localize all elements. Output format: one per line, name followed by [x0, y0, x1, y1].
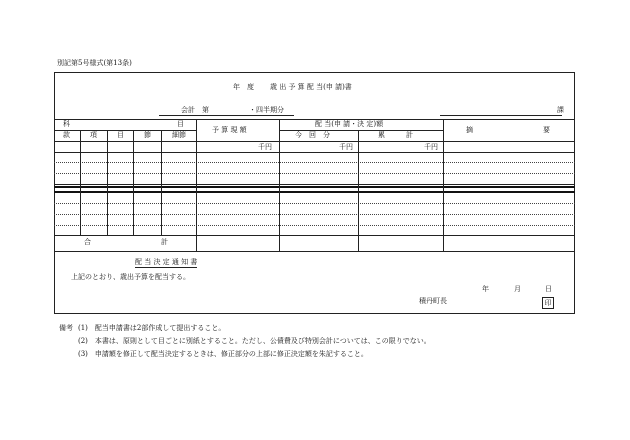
- header-kamoku-ka: 科: [63, 120, 70, 128]
- col-line: [133, 130, 134, 235]
- header-haito: 配 当(申 請・決 定)額: [315, 120, 384, 128]
- notice-date-year: 年: [482, 285, 489, 293]
- total-top-line: [54, 235, 575, 236]
- header-kan: 款: [63, 131, 70, 139]
- notes-label: 備考: [59, 324, 73, 332]
- note-item: (3) 申請額を修正して配当決定するときは、修正部分の上部に修正決定額を朱記すること。: [78, 350, 368, 358]
- header-rui: 累 計: [378, 131, 413, 139]
- form-title: 歳 出 予 算 配 当(申 請)書: [270, 83, 352, 91]
- title-year: 年 度: [233, 83, 254, 91]
- col-line: [358, 130, 359, 251]
- unit-kon: 千円: [339, 143, 353, 151]
- header-kamoku-moku: 目: [177, 120, 184, 128]
- header-moku: 目: [117, 131, 124, 139]
- notice-body: 上記のとおり、歳出予算を配当する。: [71, 273, 190, 281]
- header-budget: 予 算 現 額: [212, 126, 247, 134]
- seal-stamp: 印: [542, 297, 554, 309]
- account-suffix: ・四半期分: [249, 106, 284, 114]
- account-underline: [159, 115, 294, 116]
- col-line: [443, 119, 444, 251]
- total-label-right: 計: [161, 238, 168, 246]
- total-label-left: 合: [84, 238, 91, 246]
- notice-title: 配 当 決 定 通 知 書: [135, 258, 198, 266]
- note-item: (2) 本書は、原則として目ごとに別紙とすること。ただし、公債費及び特別会計については、この限りでない。: [78, 337, 431, 345]
- total-bottom-line: [54, 251, 575, 252]
- col-line: [80, 130, 81, 235]
- col-line: [161, 130, 162, 235]
- header-tekiyou-1: 摘: [466, 126, 473, 134]
- notice-date-day: 日: [545, 285, 552, 293]
- unit-rui: 千円: [424, 143, 438, 151]
- col-line: [196, 119, 197, 251]
- unit-budget: 千円: [258, 143, 272, 151]
- notice-date-month: 月: [514, 285, 521, 293]
- header-tekiyou-2: 要: [543, 126, 550, 134]
- notice-signer: 積丹町長: [419, 297, 447, 305]
- col-line: [107, 130, 108, 235]
- header-kon: 今 回 分: [295, 131, 330, 139]
- header-saisetsu: 細節: [172, 131, 186, 139]
- account-prefix: 会計 第: [181, 106, 209, 114]
- section-label: 課: [557, 106, 564, 114]
- header-setsu: 節: [144, 131, 151, 139]
- form-number: 別記第5号様式(第13条): [57, 59, 132, 67]
- col-line: [279, 119, 280, 251]
- header-kou: 項: [90, 131, 97, 139]
- note-item: (1) 配当申請書は2部作成して提出すること。: [78, 324, 226, 332]
- section-underline: [440, 115, 562, 116]
